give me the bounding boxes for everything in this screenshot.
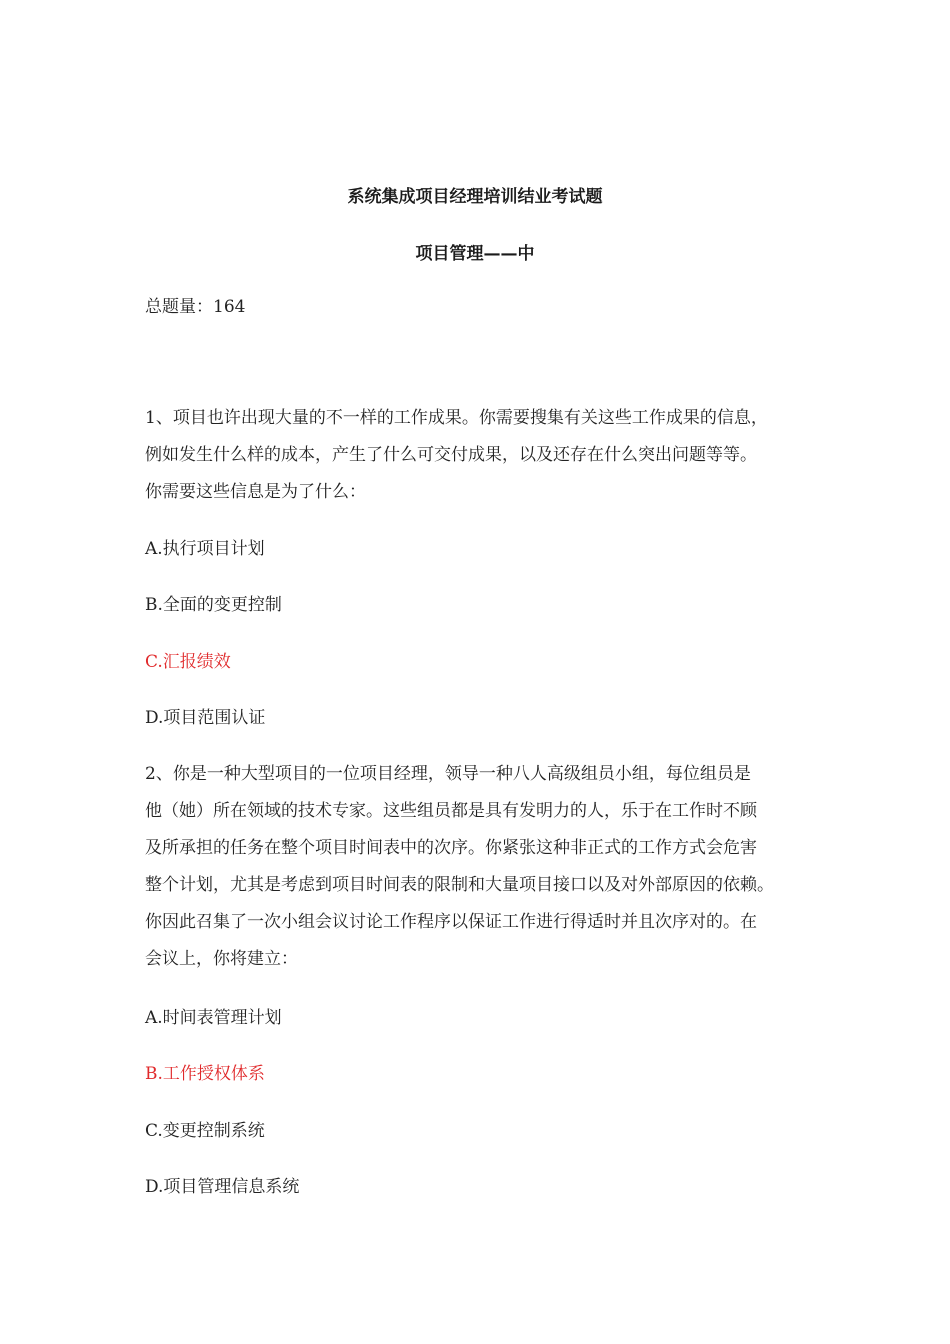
question-1-option-c-answer: C.汇报绩效 (145, 652, 231, 672)
question-2-option-a: A.时间表管理计划 (145, 1008, 282, 1028)
question-2-option-d: D.项目管理信息系统 (145, 1177, 300, 1197)
document-title: 系统集成项目经理培训结业考试题 (347, 187, 603, 207)
question-2-option-c: C.变更控制系统 (145, 1121, 265, 1141)
document-subtitle: 项目管理——中 (415, 244, 535, 264)
question-1-option-a: A.执行项目计划 (145, 539, 265, 559)
question-1-line: 1、项目也许出现大量的不一样的工作成果。你需要搜集有关这些工作成果的信息， (145, 408, 768, 428)
question-1-stem (145, 400, 825, 511)
question-1-option-b: B.全面的变更控制 (145, 595, 282, 615)
question-2-line: 整个计划，尤其是考虑到项目时间表的限制和大量项目接口以及对外部原因的依赖。 (145, 875, 774, 895)
question-2-option-b-answer: B.工作授权体系 (145, 1064, 265, 1084)
question-2-stem (145, 756, 825, 978)
question-2-line: 他（她）所在领域的技术专家。这些组员都是具有发明力的人，乐于在工作时不顾 (145, 801, 757, 821)
question-2-line: 你因此召集了一次小组会议讨论工作程序以保证工作进行得适时并且次序对的。在 (145, 912, 757, 932)
question-2-line: 及所承担的任务在整个项目时间表中的次序。你紧张这种非正式的工作方式会危害 (145, 838, 757, 858)
question-2-line: 2、你是一种大型项目的一位项目经理，领导一种八人高级组员小组，每位组员是 (145, 764, 751, 784)
question-1-line: 你需要这些信息是为了什么： (145, 482, 366, 502)
question-1-line: 例如发生什么样的成本，产生了什么可交付成果，以及还存在什么突出问题等等。 (145, 445, 757, 465)
total-question-count: 总题量：164 (145, 297, 246, 317)
question-2-line: 会议上，你将建立： (145, 949, 298, 969)
question-1-option-d: D.项目范围认证 (145, 708, 266, 728)
